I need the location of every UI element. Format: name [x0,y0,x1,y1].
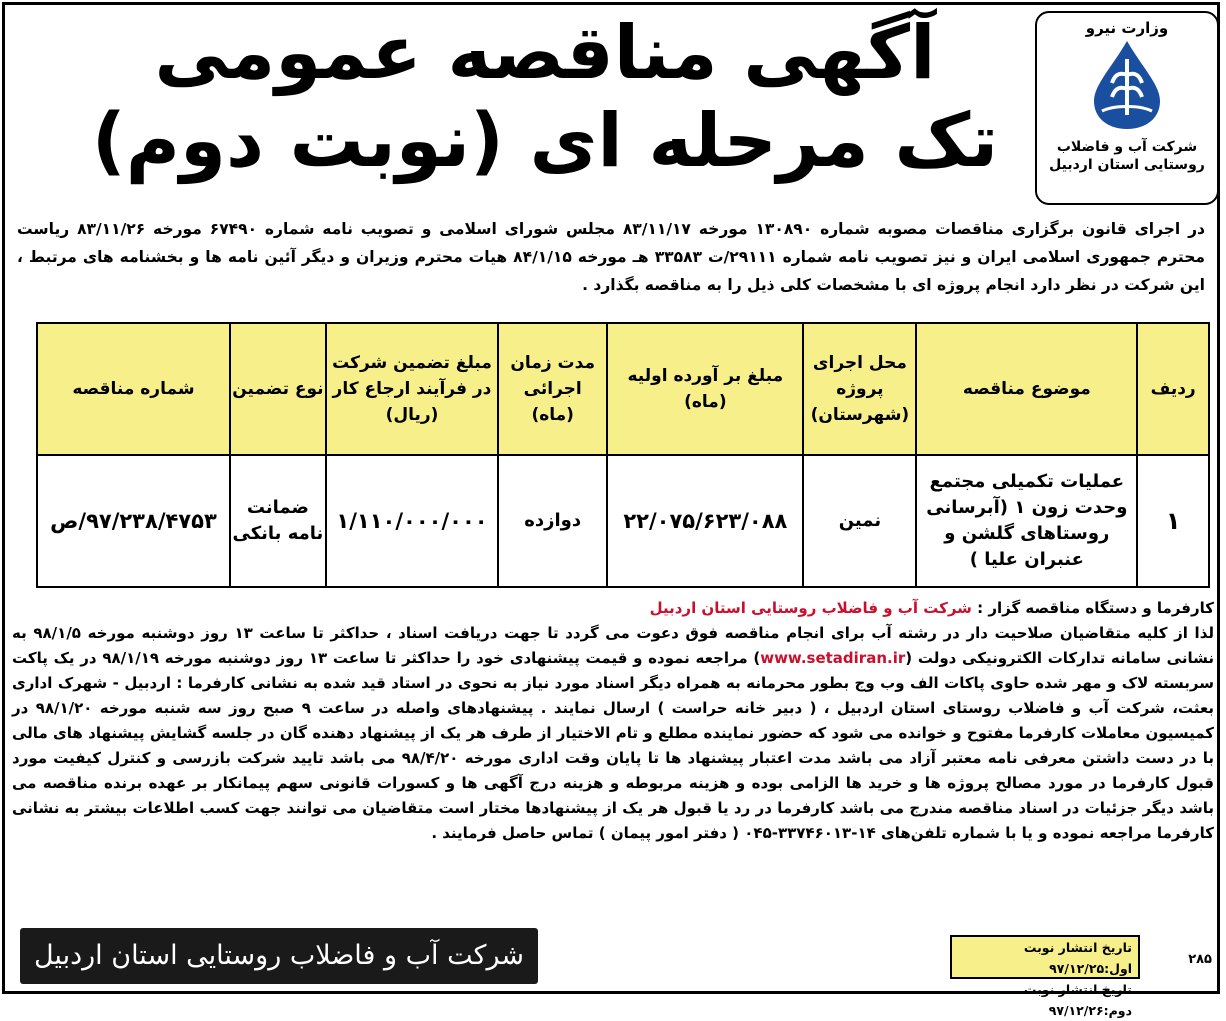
cell-duration: دوازده [498,455,607,587]
company-logo-box [1035,11,1219,205]
employer-name: شرکت آب و فاضلاب روستایی استان اردبیل [649,599,972,617]
page-number: ۲۸۵ [1188,952,1212,967]
header-guarantee-type: نوع تضمین [230,323,326,455]
table-header-row [37,323,1209,455]
cell-tender-number: ۹۷/۲۳۸/۴۷۵۳/ص [37,455,230,587]
header-duration: مدت زمان اجرائی (ماه) [498,323,607,455]
date-first-publication: تاریخ انتشار نوبت اول:۹۷/۱۲/۲۵ [1023,940,1132,976]
header-guarantee-amount: مبلغ تضمین شرکت در فرآیند ارجاع کار (ریال) [326,323,498,455]
date-second-publication: تاریخ انتشار نوبت دوم:۹۷/۱۲/۲۶ [1023,982,1132,1018]
cell-row-number: ۱ [1137,455,1209,587]
cell-guarantee-amount: ۱/۱۱۰/۰۰۰/۰۰۰ [326,455,498,587]
employer-line [12,596,1214,621]
header [5,5,1223,210]
details-paragraph [12,621,1214,846]
table-row [37,455,1209,587]
employer-label: کارفرما و دستگاه مناقصه گزار : [977,599,1214,617]
cell-subject: عملیات تکمیلی مجتمع وحدت زون ۱ (آبرسانی روستاهای گلشن و عنبران علیا ) [916,455,1137,587]
ministry-name: وزارت نیرو [1085,19,1169,37]
cell-location: نمین [803,455,916,587]
intro-paragraph: در اجرای قانون برگزاری مناقصات مصوبه شماره ۱۳۰۸۹۰ مورخه ۸۳/۱۱/۱۷ مجلس شورای اسلامی و تصویب نامه شماره ۶۷۴۹۰ مورخه ۸۳/۱۱/۲۶ ریاست محترم جمهوری اسلامی ایران و نیز تصویب نامه شماره ۲۹۱۱۱/ت ۳۳۵۸۳ هـ مورخه ۸۴/۱/۱۵ هیات محترم وزیران و دیگر آئین نامه ها و بخشنامه های مرتبط ، این شرکت در نظر دارد انجام پروژه ای با مشخصات کلی ذیل را به مناقصه بگذارد . [17,220,1206,294]
cell-guarantee-type: ضمانت نامه بانکی [230,455,326,587]
tender-details [12,596,1214,846]
cell-estimate: ۲۲/۰۷۵/۶۲۳/۰۸۸ [607,455,803,587]
title-line1: آگهی مناقصه عمومی [154,10,936,96]
setadiran-link[interactable]: www.setadiran.ir [760,649,906,667]
footer-banner: شرکت آب و فاضلاب روستایی استان اردبیل [20,928,538,984]
details-part2: ) مراجعه نموده و قیمت پیشنهادی خود را حداکثر تا ساعت ۱۳ روز دوشنبه مورخه ۹۸/۱/۱۹ در یک پاکت سربسته لاک و مهر شده حاوی پاکات الف وب وج بطور محرمانه به همراه دیگر اسناد مورد نیاز به نحوی در استاد قید شده به نشانی کارفرما : اردبیل - شهرک اداری بعثت، شرکت آب و فاضلاب روستای استان اردبیل ، ( دبیر خانه حراست ) ارسال نمایند . پیشنهادهای واصله در ساعت ۹ صبح روز سه شنبه مورخه ۹۸/۱/۲۰ در کمیسیون معاملات کارفرما مفتوح و خوانده می شود که حضور نماینده مطلع و تام الاختیار از طرف هر یک از پیشنهاد دهنده گان در جلسه گشایش پیشنهاد های مالی با در دست داشتن معرفی نامه معتبر آزاد می باشد مدت اعتبار پیشنهاد ها تا پایان وقت اداری مورخه ۹۸/۴/۲۰ می باشد تایید شرکت بازرسی و کنترل کیفیت مورد قبول کارفرما در مورد مصالح پروژه ها و خرید ها الزامی بوده و هزینه مربوطه و هزینه درج آگهی ها و کسورات قانونی سهم پیمانکار بر عهده برنده مناقصه می باشد دیگر جزئیات در اسناد مناقصه مندرج می باشد کارفرما در رد یا قبول هر یک از پیشنهادها مختار است متقاضیان می توانند جهت کسب اطلاعات بیشتر به نشانی کارفرما مراجعه نموده و یا با شماره تلفن‌های ۱۴-۳۳۷۴۶۰۱۳-۰۴۵ ( دفتر امور پیمان ) تماس حاصل فرمایند . [12,649,1215,842]
header-estimate: مبلغ بر آورده اولیه (ماه) [607,323,803,455]
company-name: شرکت آب و فاضلاب روستایی استان اردبیل [1049,139,1205,173]
tender-table [36,322,1210,588]
header-location: محل اجرای پروژه (شهرستان) [803,323,916,455]
page-title [45,9,1045,185]
publication-dates [950,935,1140,1018]
title-line2: تک مرحله ای (نوبت دوم) [91,98,999,184]
header-tender-number: شماره مناقصه [37,323,230,455]
header-subject: موضوع مناقصه [916,323,1137,455]
details-part1: لذا از کلیه متقاضیان صلاحیت دار در رشته آب برای انجام مناقصه فوق دعوت می گردد تا جهت دریافت اسناد ، حداکثر تا ساعت ۱۳ روز دوشنبه مورخه ۹۸/۱/۵ به نشانی سامانه تدارکات الکترونیکی دولت ( [12,624,1214,667]
water-drop-logo-icon [1082,37,1172,132]
header-row-number: ردیف [1137,323,1209,455]
